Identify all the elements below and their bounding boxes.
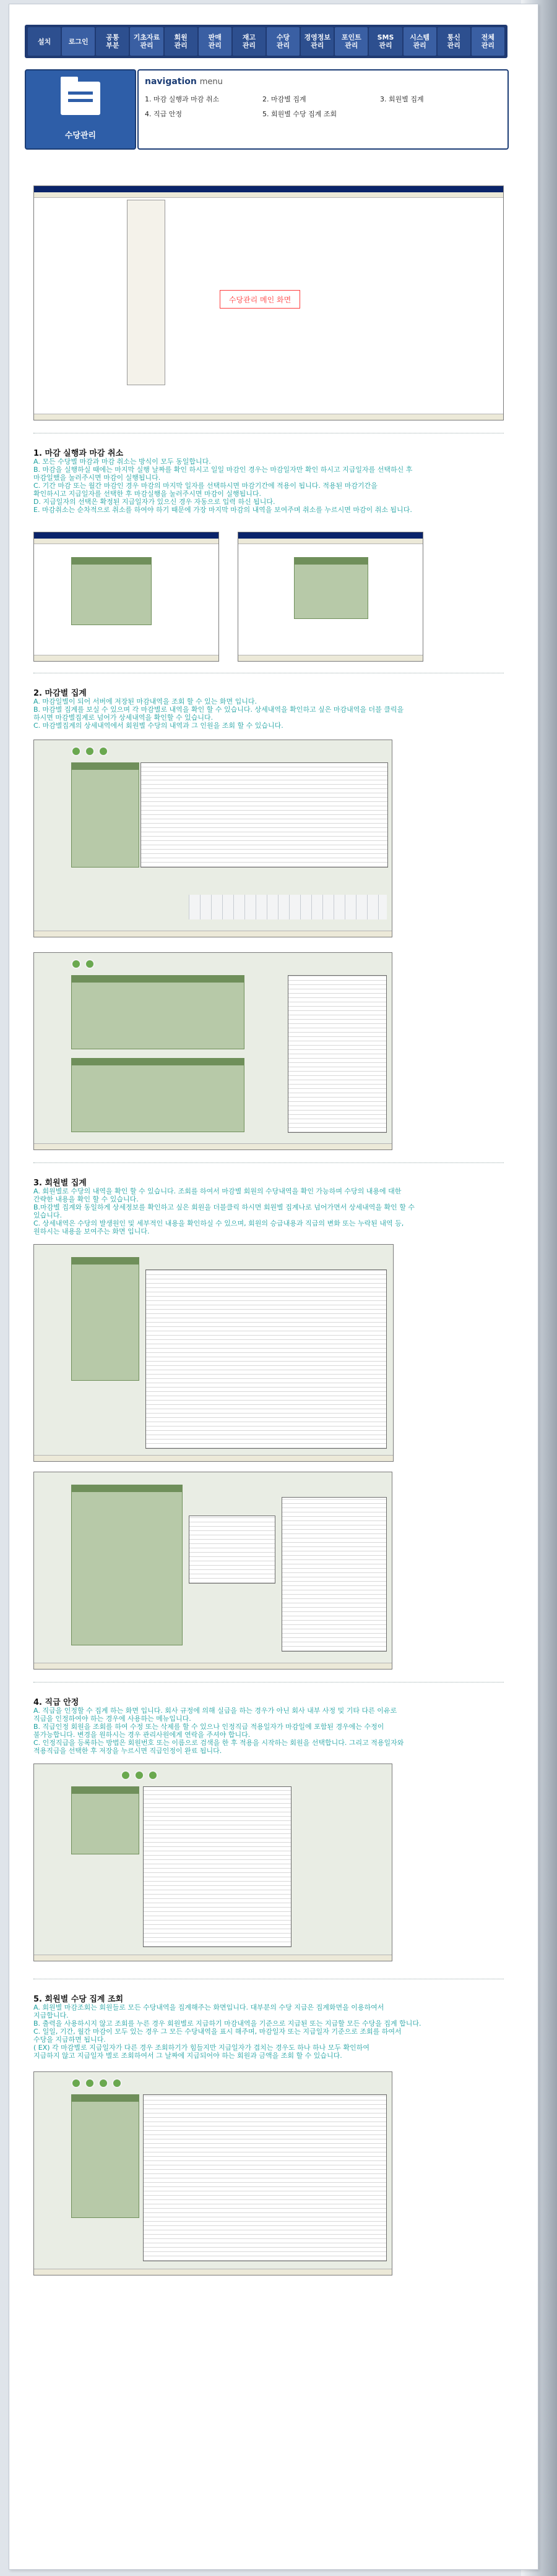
section-5-description: A. 회원별 마감조회는 회원들로 모든 수당내역을 집계해주는 화면입니다. 대부분의 수당 지급은 집계화면을 이용하여서 지급합니다. B. 출력을 사용하시지 않고 조회를 누른 경우 회원별로 지급하기 마감내역을 기준으로 지급된 또는 지급할 모든 수당을 집계 합니다. C. 일일, 기간, 월간 마감이 모두 있는 경우 그 모든 수당내역을 표시 해주며, 마감일자 또는 지급일자 기준으로 조회를 하여서 수당을 지급하면 됩니다. ( EX) 각 마감별로 지급일자가 다른 경우 조회하기가 힘들지만 지급일자가 겹치는 경우도 하나 하나 모두 확인하여 지급하지 않고 지급일자 별로 조회하여서 그 날짜에 지급되어야 하는 회원과 금액을 조회 할 수 있습니다. xyxy=(33,2003,421,2060)
closing-detail-screenshot xyxy=(33,952,392,1150)
topnav-item[interactable]: 전체 관리 xyxy=(472,27,504,56)
section-1-title: 1. 마감 실행과 마감 취소 xyxy=(33,449,124,458)
section-4-description: A. 직급을 인정할 수 집계 하는 화면 입니다. 회사 규정에 의해 실급을 하는 경우가 아닌 회사 내부 사정 및 기타 다른 이유로 직급을 인정하여야 하는 경우에 사용하는 메뉴입니다. B. 직급인정 회원을 조회를 하여 수정 또는 삭제를 할 수 있으나 인정직급 적용일자가 마감일에 포함된 경우에는 수정이 불가능합니다. 변경을 원하시는 경우 관리사원에게 연락을 주셔야 합니다. C. 인정직급을 등록하는 방법은 회원번호 또는 이름으로 검색을 한 후 적용을 시작하는 회원을 선택합니다. 그리고 적용일자와 적용직급을 선택한 후 저장을 누르시면 직급인정이 완료 됩니다. xyxy=(33,1707,404,1755)
navigation-heading: navigation menu xyxy=(145,77,223,87)
member-detail-screenshot xyxy=(33,1472,392,1670)
topnav-item[interactable]: 시스템 관리 xyxy=(404,27,436,56)
member-summary-screenshot xyxy=(33,1244,394,1462)
topnav-item[interactable]: 로그인 xyxy=(62,27,95,56)
divider xyxy=(33,1682,504,1683)
section-5-title: 5. 회원별 수당 집계 조회 xyxy=(33,1995,124,2004)
topnav-item[interactable]: 재고 관리 xyxy=(233,27,266,56)
rank-approval-screenshot xyxy=(33,1764,392,1961)
topnav-item[interactable]: 회원 관리 xyxy=(165,27,197,56)
closing-summary-screenshot xyxy=(33,740,392,937)
nav-item-member-summary[interactable]: 3. 회원별 집계 xyxy=(380,95,424,103)
section-2-description: A. 마감일별이 되어 서버에 저장된 마감내역을 조회 할 수 있는 화면 입니다. B. 마감별 집계를 보실 수 있으며 각 마감별로 내역을 확인 할 수 있습니다. 상세내역을 확인하고 싶은 마감내역을 더블 클릭을 하시면 마감별집계로 넘어가 상세내역을 확인할 수 있습니다. C. 마감별집계의 상세내역에서 회원별 수당의 내역과 그 인원을 조회 할 수 있습니다. xyxy=(33,697,404,730)
topnav-item[interactable]: SMS 관리 xyxy=(369,27,402,56)
section-4-title: 4. 직급 안정 xyxy=(33,1698,79,1707)
navigation-list xyxy=(145,94,491,119)
topnav-item[interactable]: 판매 관리 xyxy=(199,27,231,56)
topnav-item[interactable]: 포인트 관리 xyxy=(335,27,368,56)
topnav-item[interactable]: 통신 관리 xyxy=(438,27,470,56)
section-1-description: A. 모든 수당별 마감과 마감 취소는 방식이 모두 동일합니다. B. 마감을 실행하실 때에는 마지막 실행 날짜를 확인 하시고 일일 마감인 경우는 마감일자만 확인 하시고 지급일자를 선택하신 후 마감일했을 눌러주시면 마감이 실행됩니다. C. 기간 마감 또는 월간 마감인 경우 마감의 마지막 일자를 선택하시면 마감기간에 적용이 됩니다. 적용된 마감기간을 확인하시고 지급일자를 선택한 후 마감실행을 눌러주시면 마감이 실행됩니다. D. 지급일자의 선택은 확정된 지급일자가 있으신 경우 자동으로 입력 하신 됩니다. E. 마감취소는 순차적으로 취소를 하여야 하기 때문에 가장 마지막 마감의 내역을 보여주며 취소를 누르시면 마감이 취소 됩니다. xyxy=(33,458,413,514)
folder-icon xyxy=(61,82,100,115)
navigation-menu-box xyxy=(137,69,509,150)
top-navigation xyxy=(25,25,507,58)
divider xyxy=(33,1162,504,1163)
closing-cancel-screenshot xyxy=(238,532,423,662)
nav-item-closing-summary[interactable]: 2. 마감별 집계 xyxy=(262,95,306,103)
topnav-item[interactable]: 수당 관리 xyxy=(267,27,300,56)
section-3-description: A. 회원별로 수당의 내역을 확인 할 수 있습니다. 조회를 하여서 마감별 회원의 수당내역을 확인 가능하며 수당의 내용에 대한 간략한 내용을 확인 할 수 있습니다. B.마감별 집계와 동일하게 상세정보를 확인하고 싶은 회원을 더블클릭 하시면 회원별 집계나로 넘어가면서 상세내역을 확인 할 수 있습니다. C. 상세내역은 수당의 발생원인 및 세부적인 내용을 확인하실 수 있으며, 회원의 승급내용과 직급의 변화 또는 누락된 내역 등, 원하시는 내용을 보여주는 화면 입니다. xyxy=(33,1187,415,1235)
module-box xyxy=(25,69,136,150)
section-2-title: 2. 마감별 집계 xyxy=(33,689,87,698)
nav-item-rank[interactable]: 4. 직급 안정 xyxy=(145,110,182,118)
main-screen-screenshot xyxy=(33,186,504,420)
topnav-item[interactable]: 공통 부분 xyxy=(96,27,129,56)
main-screen-callout: 수당관리 메인 화면 xyxy=(220,290,300,309)
nav-item-closing[interactable]: 1. 마감 실행과 마감 취소 xyxy=(145,95,220,103)
member-allowance-screenshot xyxy=(33,2071,392,2275)
closing-run-screenshot xyxy=(33,532,219,662)
section-3-title: 3. 회원별 집계 xyxy=(33,1179,87,1188)
topnav-item[interactable]: 경영정보 관리 xyxy=(301,27,334,56)
topnav-item[interactable]: 기초자료 관리 xyxy=(130,27,163,56)
topnav-item[interactable]: 설치 xyxy=(28,27,61,56)
nav-item-member-allowance[interactable]: 5. 회원별 수당 집계 조회 xyxy=(262,110,337,118)
module-label: 수당관리 xyxy=(64,131,97,140)
